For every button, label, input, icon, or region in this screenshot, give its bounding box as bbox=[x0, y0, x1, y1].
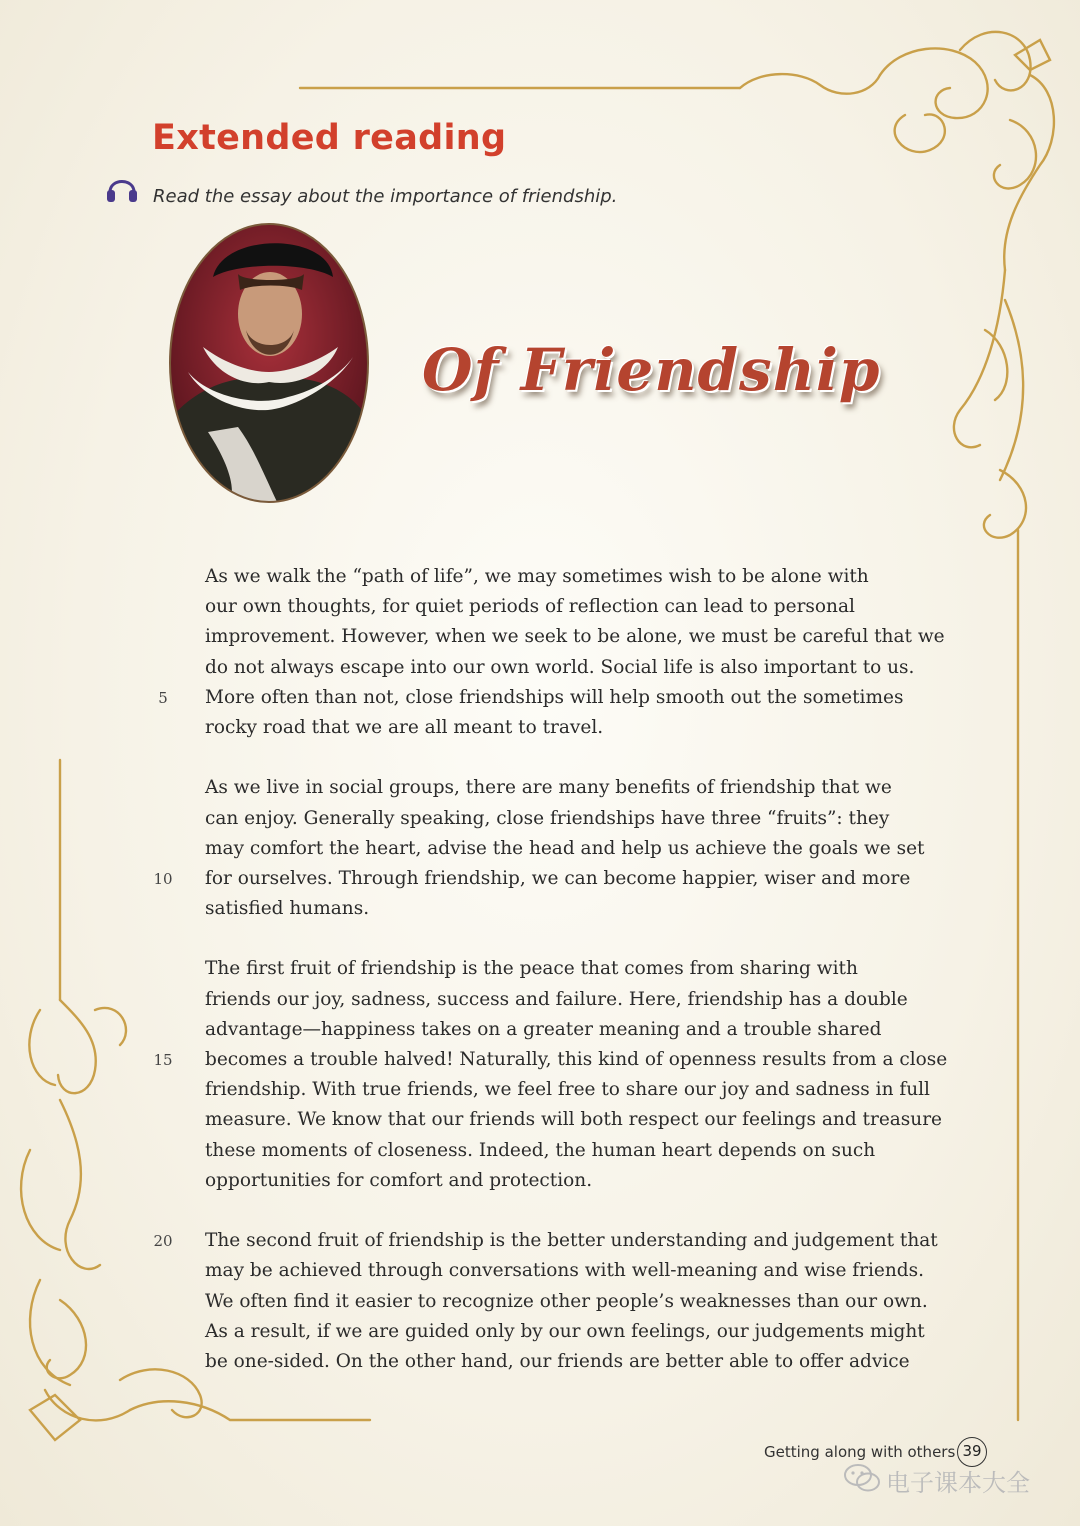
line-text: The second fruit of friendship is the better understanding and judgement that bbox=[205, 1230, 938, 1252]
essay-title: Of Friendship bbox=[422, 336, 881, 404]
text-line bbox=[205, 1136, 925, 1166]
line-text: As we walk the “path of life”, we may sometimes wish to be alone with bbox=[205, 566, 869, 587]
line-text: friends our joy, sadness, success and failure. Here, friendship has a double bbox=[205, 988, 908, 1010]
line-text: The first fruit of friendship is the peace that comes from sharing with bbox=[205, 958, 858, 980]
line-text: our own thoughts, for quiet periods of reflection can lead to personal bbox=[205, 596, 855, 618]
watermark-text: 电子课本大全 bbox=[886, 1469, 1030, 1497]
line-text: can enjoy. Generally speaking, close friendships have three “fruits”: they bbox=[205, 807, 890, 829]
footer-section-title: Getting along with others bbox=[764, 1443, 956, 1461]
text-line bbox=[205, 1256, 925, 1286]
paragraph bbox=[153, 773, 925, 924]
line-text: becomes a trouble halved! Naturally, this kind of openness results from a close bbox=[205, 1049, 948, 1070]
line-text: advantage—happiness takes on a greater meaning and a trouble shared bbox=[205, 1018, 882, 1040]
text-line bbox=[205, 1287, 928, 1317]
paragraph bbox=[153, 1226, 938, 1377]
line-text: As we live in social groups, there are many benefits of friendship that we bbox=[205, 777, 892, 799]
headphone-icon[interactable] bbox=[104, 170, 140, 206]
text-line bbox=[158, 683, 925, 713]
line-text: may comfort the heart, advise the head and help us achieve the goals we set bbox=[205, 837, 925, 859]
line-text: opportunities for comfort and protection. bbox=[205, 1169, 593, 1191]
text-line bbox=[205, 713, 925, 743]
line-text: these moments of closeness. Indeed, the human heart depends on such bbox=[205, 1139, 876, 1161]
text-line bbox=[153, 1045, 948, 1075]
text-line bbox=[205, 773, 925, 803]
wechat-icon bbox=[843, 1462, 881, 1494]
line-number: 10 bbox=[153, 869, 173, 888]
text-line bbox=[153, 864, 925, 894]
essay-body bbox=[153, 562, 948, 1407]
line-text: friendship. With true friends, we feel free to share our joy and sadness in full bbox=[205, 1079, 930, 1101]
text-line bbox=[205, 1347, 925, 1377]
line-text: improvement. However, when we seek to be alone, we must be careful that we bbox=[205, 626, 945, 648]
text-line bbox=[205, 804, 925, 834]
page-number: 39 bbox=[957, 1437, 987, 1467]
text-line bbox=[205, 592, 925, 622]
text-line bbox=[205, 894, 925, 924]
line-text: for ourselves. Through friendship, we can become happier, wiser and more bbox=[205, 867, 911, 889]
text-line bbox=[205, 834, 925, 864]
reading-instruction: Read the essay about the importance of friendship. bbox=[153, 186, 618, 207]
line-text: As a result, if we are guided only by our own feelings, our judgements might bbox=[205, 1320, 925, 1342]
line-number: 20 bbox=[153, 1232, 173, 1251]
paragraph bbox=[158, 562, 945, 743]
line-text: be one-sided. On the other hand, our friends are better able to offer advice bbox=[205, 1350, 910, 1372]
text-line bbox=[205, 653, 925, 683]
text-line bbox=[205, 622, 945, 652]
line-text: rocky road that we are all meant to travel. bbox=[205, 716, 604, 738]
section-heading: Extended reading bbox=[152, 118, 507, 158]
paragraph bbox=[153, 954, 948, 1196]
line-number: 15 bbox=[153, 1051, 173, 1069]
text-line bbox=[205, 954, 925, 984]
text-line bbox=[205, 1075, 930, 1105]
author-portrait bbox=[168, 222, 370, 504]
line-text: More often than not, close friendships will help smooth out the sometimes bbox=[205, 686, 904, 708]
text-line bbox=[153, 1226, 938, 1256]
text-line bbox=[205, 1317, 925, 1347]
text-line bbox=[205, 1166, 925, 1196]
text-line bbox=[205, 1105, 942, 1135]
line-text: do not always escape into our own world. Social life is also important to us. bbox=[205, 656, 915, 678]
text-line bbox=[205, 1015, 925, 1045]
line-number: 5 bbox=[158, 688, 168, 707]
line-text: satisfied humans. bbox=[205, 898, 370, 920]
text-line bbox=[205, 562, 925, 592]
text-line bbox=[205, 985, 925, 1015]
line-text: may be achieved through conversations with well-meaning and wise friends. bbox=[205, 1260, 924, 1282]
line-text: We often find it easier to recognize other people’s weaknesses than our own. bbox=[205, 1290, 928, 1312]
line-text: measure. We know that our friends will both respect our feelings and treasure bbox=[205, 1109, 942, 1131]
